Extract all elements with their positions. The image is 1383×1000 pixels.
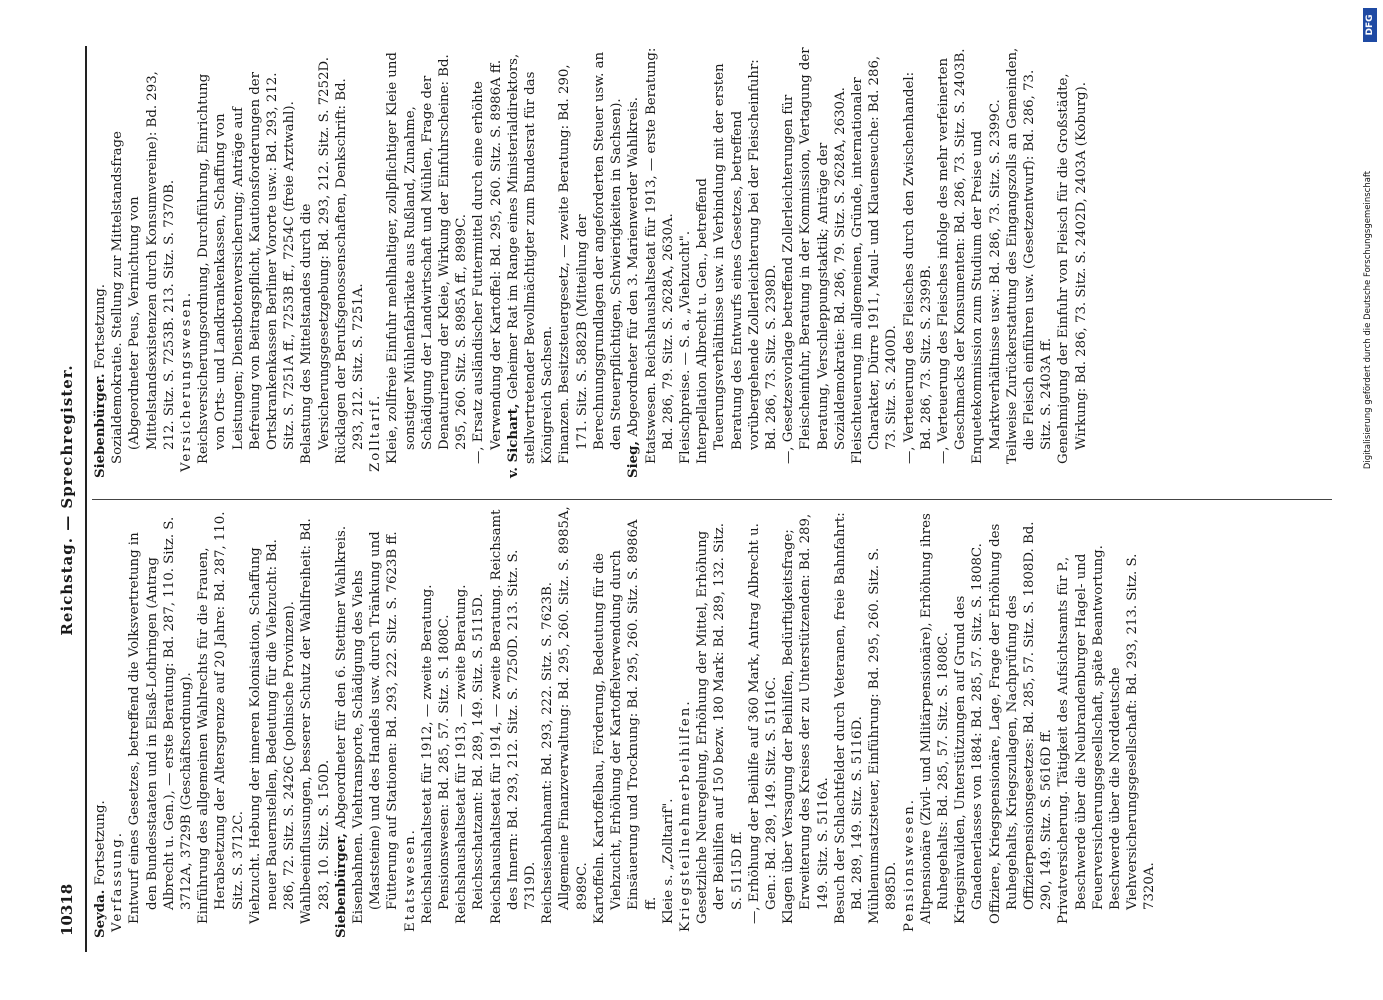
left-column xyxy=(92,506,1159,938)
topic-heading: Etatswesen. xyxy=(402,828,418,932)
index-line: Offiziere, Kriegspensionäre, Lage, Frage der Erhöhung des Ruhegehalts, Kriegszulagen, Nachprüfung des Offizierpensionsgesetzes: Bd. 285, 57. Sitz. S. 1808D. Bd. 290, 149. Sitz. S. 5616D ff. xyxy=(987,521,1055,924)
index-line: Viehzucht. Hebung der inneren Kolonisation, Schaffung neuer Bauernstellen, Bedeutung für die Viehzucht: Bd. 286, 72. Sitz. S. 2426C (polnische Provinzen). xyxy=(247,539,298,924)
speaker-description: Geheimer Rat im Range eines Ministerialdirektors, stellvertretender Bevollmächtigter zum Bundesrat für das Königreich Sachsen. xyxy=(505,53,556,464)
index-line: —, Verteuerung des Fleisches durch den Zwischenhandel: Bd. 286, 73. Sitz. S. 2399B. xyxy=(901,71,934,464)
index-line: Besuch der Schlachtfelder durch Veteranen, freie Bahnfahrt: Bd. 289, 149. Sitz. S. 5116D. xyxy=(832,512,865,924)
speaker-description: Abgeordneter für den 6. Stettiner Wahlkreis. xyxy=(333,525,349,829)
index-line: Wahlbeeinflussungen, besserer Schutz der Wahlfreiheit: Bd. 283, 10. Sitz. S. 150D. xyxy=(299,518,332,924)
page-number: 10318 xyxy=(58,883,76,936)
index-line: Sozialdemokratie. Stellung zur Mittelstandsfrage (Abgeordneter Peus, Vernichtung von Mittelstandsexistenzen durch Konsumvereine): Bd. 293, 212. Sitz. S. 7253B. 213. Sitz. S. 7370B. xyxy=(110,71,177,464)
index-line: Rücklagen der Berufsgenossenschaften, Denkschrift: Bd. 293, 212. Sitz. S. 7251A. xyxy=(333,78,367,464)
topic-heading: Verfassung. xyxy=(110,831,126,932)
index-line: Reichseisenbahnamt: Bd. 293, 222. Sitz. S. 7623B. Allgemeine Finanzverwaltung: Bd. 295, 260. Sitz. S. 8985A, 8989C. xyxy=(540,506,590,924)
index-line: Genehmigung der Einfuhr von Fleisch für die Großstädte, Wirkung: Bd. 286, 73. Sitz. S. 2402D, 2403A (Koburg). xyxy=(1056,73,1089,464)
speaker-entry xyxy=(92,506,109,938)
index-line: Fleischpreise. — S. a. „Viehzucht". xyxy=(677,230,693,464)
index-line: Kleie s. „Zolltarif". xyxy=(660,798,676,924)
index-line: Etatswesen. Reichshaushaltsetat für 1913, — erste Beratung: Bd. 286, 79. Sitz. S. 2628A, 2630A. xyxy=(643,47,676,464)
speaker-name: Sieg, xyxy=(626,440,642,478)
index-line: Kriegsinvaliden, Unterstützungen auf Grund des Gnadenerlasses von 1884: Bd. 285, 57. Sitz. S. 1808C. xyxy=(953,543,986,924)
dfg-logo xyxy=(1363,8,1377,42)
index-line: Privatversicherung. Tätigkeit des Aufsichtsamts für P., Beschwerde über die Neubrandenburger Hagel- und Feuerversicherungsgesellschaft, späte Beantwortung. Beschwerde über die Norddeutsche Viehversicherungsgesellschaft: Bd. 293, 213. Sitz. S. 7320A. xyxy=(1056,545,1158,924)
speaker-entry xyxy=(333,506,350,938)
topic-heading: Kriegsteilnehmerbeihilfen. xyxy=(677,699,693,932)
speaker-name: Siebenbürger. xyxy=(93,373,108,478)
page-header xyxy=(58,40,82,960)
index-line: Teilweise Zurückerstattung des Eingangszolls an Gemeinden, die Fleisch einführen usw. (Gesetzentwurf): Bd. 286, 73. Sitz. S. 2403A ff. xyxy=(1004,47,1055,464)
index-line: Reichshaushaltsetat für 1914, — zweite Beratung. Reichsamt des Innern: Bd. 293, 212. Sitz. S. 7250D. 213. Sitz. S. 7319D. xyxy=(488,509,539,924)
index-line: Belastung des Mittelstandes durch die Versicherungsgesetzgebung: Bd. 293, 212. Sitz. S. 7252D. xyxy=(299,57,332,464)
index-line: —, Verteuerung des Fleisches infolge des mehr verfeinerten Geschmacks der Konsumenten: Bd. 286, 73. Sitz. S. 2403B. xyxy=(935,48,969,464)
index-line: —, Gesetzesvorlage betreffend Zollerleichterungen für Fleischeinfuhr, Beratung in der Kommission, Vertagung der Beratung, Verschleppungstaktik; Anträge der Sozialdemokratie: Bd. 286, 79. Sitz. S. 2628A, 2630A. xyxy=(781,47,848,464)
dfg-logo-text: DFG xyxy=(1365,14,1375,36)
index-line: Gesetzliche Neuregelung, Erhöhung der Mittel, Erhöhung der Beihilfen auf 150 bezw. 180 Mark: Bd. 289, 132. Sitz. S. 5115D ff. xyxy=(695,522,745,924)
speaker-name: Seyda. xyxy=(93,889,108,938)
index-line: Enquetekommission zum Studium der Preise und Marktverhältnisse usw.: Bd. 286, 73. Sitz. S. 2399C. xyxy=(970,99,1003,464)
index-line: Reichshaushaltsetat für 1913, — zweite Beratung. Reichsschatzamt: Bd. 289, 149. Sitz. S. 5115D. xyxy=(454,584,487,924)
index-line: Entwurf eines Gesetzes, betreffend die Volksvertretung in den Bundesstaaten und in Elsaß-Lothringen (Antrag Albrecht u. Gen.), — erste Beratung: Bd. 287, 110. Sitz. S. 3712A, 3729B (Geschäftsordnung). xyxy=(127,516,195,924)
index-line: Altpensionäre (Zivil- und Militärpensionäre), Erhöhung ihres Ruhegehalts: Bd. 285, 57. Sitz. S. 1808C. xyxy=(918,513,951,924)
index-line: Kleie, zollfreie Einfuhr mehlhaltiger, zollpflichtiger Kleie und sonstiger Mühlenfabrikate aus Rußland, Zunahme, Schädigung der Landwirtschaft und Mühlen, Frage der Denaturierung der Kleie, Wirkung der Einfuhrscheine: Bd. 295, 260. Sitz. S. 8985A ff., 8989C. xyxy=(385,52,470,464)
index-line: Mühlenumsatzsteuer, Einführung: Bd. 295, 260. Sitz. S. 8985D. xyxy=(867,547,900,924)
running-head: Reichstag. — Sprechregister. xyxy=(58,364,76,636)
index-line: —, Erhöhung der Beihilfe auf 360 Mark, Antrag Albrecht u. Gen.: Bd. 289, 149. Sitz. S. 5116C. xyxy=(746,523,779,924)
index-line: Interpellation Albrecht u. Gen., betreffend Teuerungsverhältnisse usw. in Verbindung mit der ersten Beratung des Entwurfs eines Gesetzes, betreffend vorübergehende Zollerleichterung bei der Fleischeinfuhr: Bd. 286, 73. Sitz. S. 2398D. xyxy=(695,59,779,464)
header-rule xyxy=(85,46,87,952)
index-line: —, Ersatz ausländischer Futtermittel durch eine erhöhte Verwendung der Kartoffel: Bd. 295, 260. Sitz. S. 8986A ff. xyxy=(471,59,504,464)
speaker-description: Abgeordneter für den 3. Marienwerder Wahlkreis. xyxy=(626,96,642,437)
index-line: Finanzen. Besitzsteuergesetz, — zweite Beratung: Bd. 290, 171. Sitz. S. 5882B (Mitteilung der Berechnungsgrundlagen der angeforderten Steuer usw. an den Steuerpflichtigen, Schwierigkeiten in Sachsen). xyxy=(557,51,625,464)
speaker-name: v. Sichart, xyxy=(505,403,521,478)
index-line: Klagen über Versagung der Beihilfen, Bedürftigkeitsfrage; Erweiterung des Kreises der zu Unterstützenden: Bd. 289, 149. Sitz. S. 5116A. xyxy=(781,513,831,924)
speaker-description: Fortsetzung. xyxy=(93,283,108,370)
speaker-name: Siebenbürger, xyxy=(333,833,349,938)
digitization-note: Digitalisierung gefördert durch die Deutsche Forschungsgemeinschaft xyxy=(1363,170,1373,470)
speaker-entry xyxy=(625,46,642,478)
index-line: Fleischteuerung im allgemeinen, Gründe, internationaler Charakter, Dürre 1911, Maul- und Klauenseuche: Bd. 286, 73. Sitz. S. 2400D. xyxy=(849,55,900,464)
speaker-description: Fortsetzung. xyxy=(93,800,108,886)
index-line: Kartoffeln. Kartoffelbau, Förderung, Bedeutung für die Viehzucht, Erhöhung der Kartoffelverwendung durch Einsäuerung und Trocknung: Bd. 295, 260. Sitz. S. 8986A ff. xyxy=(591,519,659,924)
index-line: Reichshaushaltsetat für 1912, — zweite Beratung. Pensionswesen: Bd. 285, 57. Sitz. S. 1808C. xyxy=(419,584,453,924)
speaker-entry xyxy=(92,46,109,478)
speaker-entry xyxy=(505,46,557,478)
topic-heading: Pensionswesen. xyxy=(901,798,917,932)
index-line: Eisenbahnen. Viehtransporte, Schädigung des Viehs (Maststeine) und des Handels usw. durch Tränkung und Fütterung auf Stationen: Bd. 293, 222. Sitz. S. 7623B ff. xyxy=(351,531,401,924)
index-line: Einführung des allgemeinen Wahlrechts für die Frauen, Herabsetzung der Altersgrenze auf 20 Jahre: Bd. 287, 110. Sitz. S. 3712C. xyxy=(196,511,246,924)
column-divider xyxy=(92,499,1332,500)
topic-heading: Zolltarif. xyxy=(368,393,384,472)
right-column xyxy=(92,46,1090,478)
topic-heading: Versicherungswesen. xyxy=(179,290,195,472)
index-line: Reichsversicherungsordnung, Durchführung, Einrichtung von Orts- und Landkrankenkassen, Schaffung von Leistungen; Dienstbotenversicherung; Anträge auf Befreiung von Beitragspflicht, Kautionsforderungen der Ortskrankenkassen Berliner Vororte usw.: Bd. 293, 212. Sitz. S. 7251A ff., 7253B ff., 7254C (freie Arztwahl). xyxy=(196,72,298,464)
